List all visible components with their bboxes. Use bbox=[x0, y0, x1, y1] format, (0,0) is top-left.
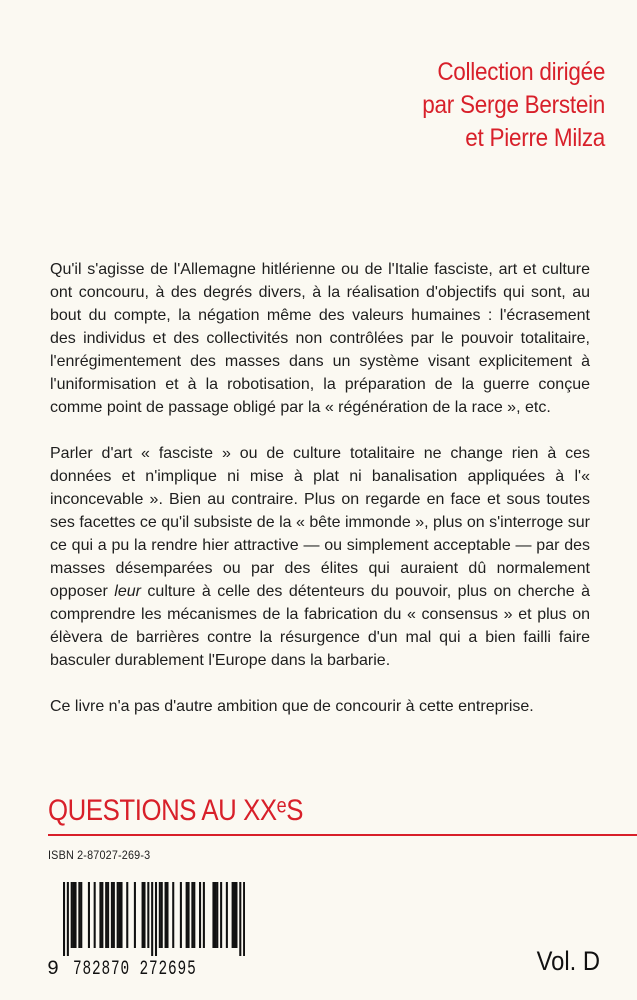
barcode bbox=[47, 882, 247, 982]
barcode-bar bbox=[94, 882, 96, 948]
barcode-bar bbox=[107, 882, 109, 948]
barcode-bar bbox=[166, 882, 168, 948]
barcode-bar bbox=[220, 882, 222, 948]
barcode-bar bbox=[214, 882, 216, 948]
blurb-paragraph-2 bbox=[50, 442, 590, 672]
blurb-p2-emphasis: leur bbox=[114, 583, 141, 600]
series-title-main: QUESTIONS AU XX bbox=[48, 794, 277, 827]
barcode-bar bbox=[113, 882, 115, 948]
barcode-bar bbox=[74, 882, 76, 948]
barcode-bar bbox=[78, 882, 80, 948]
barcode-bar bbox=[101, 882, 103, 948]
barcode-bar bbox=[67, 882, 69, 956]
blurb-p2-start: Parler d'art « fasciste » ou de culture totalitaire ne change rien à ces données et n'implique ni mise à plat ni banalisation appliquées à l'« inconcevable ». Bien au contraire. Plus on regarde en face et sous toutes ses facettes ce qu'il subsiste de la « bête immonde », plus on s'interroge sur ce qui a pu la rendre hier attractive — ou simplement acceptable — par des masses désemparées ou par des élites qui auraient dû normalement opposer bbox=[50, 445, 590, 600]
barcode-bar bbox=[120, 882, 122, 948]
barcode-bar bbox=[239, 882, 241, 956]
collection-line-2: par Serge Berstein bbox=[422, 91, 605, 119]
barcode-bar bbox=[226, 882, 228, 948]
blurb-paragraph-3: Ce livre n'a pas d'autre ambition que de concourir à cette entreprise. bbox=[50, 698, 534, 715]
barcode-first-digit: 9 bbox=[47, 958, 60, 981]
barcode-bar bbox=[117, 882, 119, 948]
isbn-number: ISBN 2-87027-269-3 bbox=[48, 848, 151, 862]
barcode-bar bbox=[243, 882, 245, 956]
series-title bbox=[48, 794, 303, 828]
barcode-bar bbox=[99, 882, 101, 948]
barcode-bar bbox=[188, 882, 190, 948]
series-title-sup: e bbox=[276, 794, 287, 818]
barcode-bar bbox=[235, 882, 237, 948]
barcode-bar bbox=[143, 882, 145, 948]
barcode-bar bbox=[180, 882, 182, 948]
barcode-bar bbox=[172, 882, 174, 948]
barcode-bars bbox=[63, 882, 245, 956]
barcode-bar bbox=[155, 882, 157, 956]
barcode-bar bbox=[193, 882, 195, 948]
barcode-bar bbox=[126, 882, 128, 948]
barcode-bar bbox=[88, 882, 90, 948]
barcode-bar bbox=[232, 882, 234, 948]
barcode-bar bbox=[71, 882, 73, 948]
barcode-bar bbox=[134, 882, 136, 948]
barcode-bar bbox=[151, 882, 153, 956]
barcode-bar bbox=[111, 882, 113, 948]
barcode-bar bbox=[80, 882, 82, 948]
volume-label: Vol. D bbox=[536, 946, 600, 976]
collection-line-3: et Pierre Milza bbox=[465, 124, 605, 152]
blurb-p2-end: culture à celle des détenteurs du pouvoir, plus on cherche à comprendre les mécanismes de la fabrication du « consensus » et plus on élèvera de barrières contre la résurgence d'un mal qui a bien failli faire basculer durablement l'Europe dans la barbarie. bbox=[50, 583, 591, 669]
collection-credits bbox=[422, 56, 605, 155]
blurb bbox=[50, 258, 590, 741]
series-divider bbox=[48, 834, 637, 836]
blurb-paragraph-1: Qu'il s'agisse de l'Allemagne hitlérienne ou de l'Italie fasciste, art et culture ont concouru, à des degrés divers, à la réalisation d'objectifs qui sont, au bout du compte, la négation même des valeurs humaines : l'écrasement des individus et des collectivités non contrôlées par le pouvoir totalitaire, l'enrégimentement des masses dans un système visant explicitement à l'uniformisation et à la robotisation, la préparation de la guerre conçue comme point de passage obligé par la « régénération de la race », etc. bbox=[50, 261, 590, 416]
barcode-bar bbox=[63, 882, 65, 956]
barcode-digits: 782870 272695 bbox=[73, 958, 197, 981]
barcode-bar bbox=[186, 882, 188, 948]
barcode-bar bbox=[234, 882, 236, 948]
barcode-bar bbox=[73, 882, 75, 948]
barcode-bar bbox=[142, 882, 144, 948]
series-title-tail: S bbox=[286, 794, 304, 827]
barcode-bar bbox=[191, 882, 193, 948]
barcode-bar bbox=[165, 882, 167, 948]
collection-line-1: Collection dirigée bbox=[437, 58, 605, 86]
barcode-bar bbox=[147, 882, 149, 948]
barcode-bar bbox=[203, 882, 205, 948]
barcode-bar bbox=[212, 882, 214, 948]
barcode-bar bbox=[216, 882, 218, 948]
barcode-bar bbox=[159, 882, 161, 948]
barcode-bar bbox=[119, 882, 121, 948]
barcode-bar bbox=[105, 882, 107, 948]
barcode-bar bbox=[161, 882, 163, 948]
barcode-bar bbox=[199, 882, 201, 948]
